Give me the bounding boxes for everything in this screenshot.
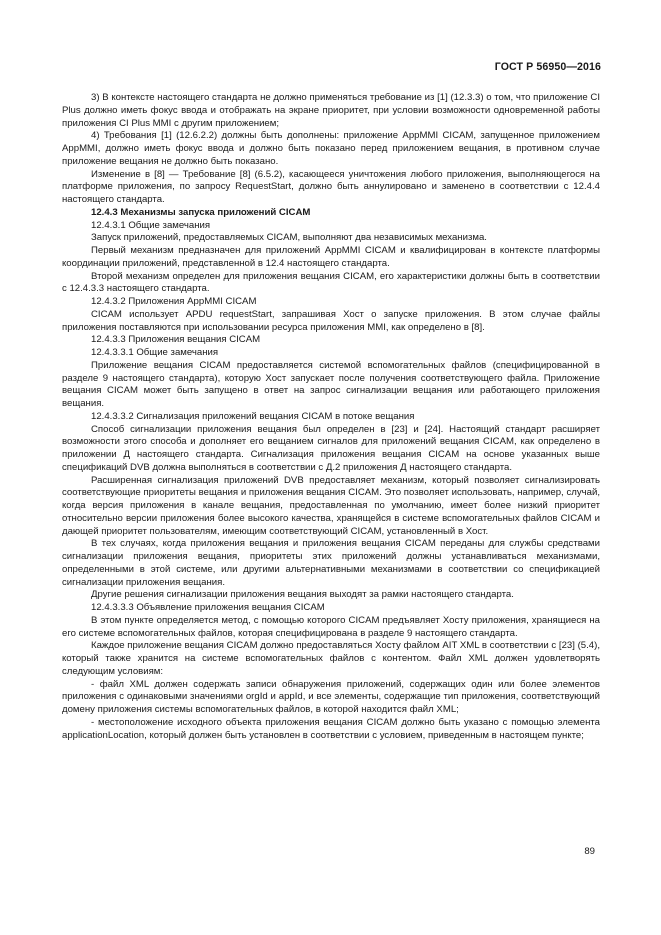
paragraph: - файл XML должен содержать записи обнаружения приложений, содержащих один или более элементов приложения с одинаковыми значениями orgId и appId, и все элементы, содержащие тип приложения, соответствующий домену приложения системы вспомогательных файлов, в которой находится файл XML;: [62, 678, 600, 715]
paragraph: CICAM использует APDU requestStart, запрашивая Хост о запуске приложения. В этом случае файлы приложения поставляются при использовании ресурса приложения MMI, как определено в [8].: [62, 308, 600, 333]
paragraph: Изменение в [8] — Требование [8] (6.5.2), касающееся уничтожения любого приложения, выполняющегося на платформе приложения, по запросу RequestStart, должно быть аннулировано и заменено в соответствии с 12.4.4 настоящего стандарта.: [62, 168, 600, 205]
page-number: 89: [584, 846, 595, 857]
document-header: ГОСТ Р 56950—2016: [494, 61, 601, 73]
paragraph: Запуск приложений, предоставляемых CICAM, выполняют два независимых механизма.: [91, 232, 487, 244]
paragraph: 12.4.3.3.3 Объявление приложения вещания CICAM: [91, 602, 325, 613]
document-body: [62, 92, 600, 742]
paragraph: Второй механизм определен для приложения вещания CICAM, его характеристики должны быть в соответствии с 12.4.3.3 настоящего стандарта.: [62, 270, 600, 295]
paragraph: 12.4.3.1 Общие замечания: [91, 219, 211, 231]
paragraph: Приложение вещания CICAM предоставляется системой вспомогательных файлов (специфицированной в разделе 9 настоящего стандарта), которую Хост запускает после получения соответствующего файла. Приложение вещания CICAM может быть запущено в ответ на запрос сигнализации вещания или работающего приложения вещания.: [62, 359, 600, 409]
paragraph: 12.4.3.3.1 Общие замечания: [91, 347, 219, 358]
paragraph: Другие решения сигнализации приложения вещания выходят за рамки настоящего стандарта.: [91, 589, 514, 601]
paragraph: - местоположение исходного объекта приложения вещания CICAM должно быть указано с помощью элемента applicationLocation, который должен быть установлен в соответствии с условием, приведенным в настоящем пункте;: [62, 716, 600, 741]
paragraph: 3) В контексте настоящего стандарта не должно применяться требование из [1] (12.3.3) о том, что приложение CI Plus должно иметь фокус ввода и отображать на экране приоритет, при условии возможности одновременной работы приложения CI Plus MMI с другим приложением;: [62, 92, 600, 129]
paragraph: 12.4.3.3.2 Сигнализация приложений вещания CICAM в потоке вещания: [91, 410, 415, 422]
paragraph: Расширенная сигнализация приложений DVB предоставляет механизм, который позволяет сигнализировать соответствующие приоритеты вещания и приложения вещания CICAM. Это позволяет использовать, например, случай, когда версия приложения в канале вещания, предоставленная по умолчанию, имеет более низкий приоритет относительно версии приложения более высокого качества, хранящейся в системе вспомогательных файлов CICAM и дающей приоритет пользователям, имеющим соответствующий CICAM, установленный в Хост.: [62, 474, 600, 537]
paragraph: 4) Требования [1] (12.6.2.2) должны быть дополнены: приложение AppMMI CICAM, запущенное приложением AppMMI, должно иметь фокус ввода и должно быть показано перед приложением вещания, в противном случае приложение вещания не должно быть показано.: [62, 130, 600, 167]
paragraph: 12.4.3 Механизмы запуска приложений CICAM: [91, 206, 311, 218]
paragraph: Первый механизм предназначен для приложений AppMMI CICAM и квалифицирован в контексте платформы координации приложений, представленной в 12.4 настоящего стандарта.: [62, 245, 600, 269]
paragraph: Способ сигнализации приложения вещания был определен в [23] и [24]. Настоящий стандарт расширяет возможности этого способа и дополняет его вещанием сигналов для приложений вещания CICAM, как определено в приложении Д настоящего стандарта. Сигнализация приложения вещания CICAM на основе указанных выше спецификаций DVB должна выполняться в соответствии с Д.2 приложения Д настоящего стандарта.: [62, 423, 600, 473]
paragraph: Каждое приложение вещания CICAM должно предоставляться Хосту файлом AIT XML в соответствии с [23] (5.4), который также хранится на системе вспомогательных файлов с контентом. Файл XML должен удовлетворять следующим условиям:: [62, 640, 600, 677]
paragraph: В тех случаях, когда приложения вещания и приложения вещания CICAM переданы для службы средствами сигнализации приложения вещания, приоритеты этих приложений должны устанавливаться механизмами, определенными в этой системе, или другими альтернативными механизмами в соответствии со спецификацией сигнализации приложения вещания.: [62, 538, 600, 588]
paragraph: В этом пункте определяется метод, с помощью которого CICAM предъявляет Хосту приложения, хранящиеся на его системе вспомогательных файлов, которая специфицирована в разделе 9 настоящего стандарта.: [62, 614, 600, 639]
paragraph: 12.4.3.2 Приложения AppMMI CICAM: [91, 296, 257, 307]
paragraph: 12.4.3.3 Приложения вещания CICAM: [91, 334, 261, 346]
